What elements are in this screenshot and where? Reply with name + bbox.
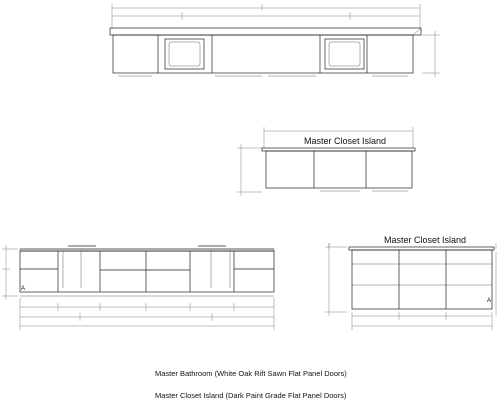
vanity-depth-dimension: [422, 31, 440, 77]
left-sink: [165, 39, 204, 69]
closet-island-drawer-body: [352, 250, 492, 309]
right-sink: [325, 39, 364, 69]
note-master-bathroom: Master Bathroom (White Oak Rift Sawn Flat Panel Doors): [155, 369, 347, 378]
closet-island-elevation-title: Master Closet Island: [304, 136, 387, 146]
closet-island-height-dimension: [237, 144, 262, 196]
closet-island-drawer-width-dimensions: [352, 312, 492, 330]
vanity-front-elevation: [2, 245, 274, 330]
closet-island-top: [262, 148, 415, 151]
closet-island-front-elevation: [237, 127, 415, 196]
closet-island-drawer-title: Master Closet Island: [384, 235, 467, 245]
vanity-overall-dimension: [112, 4, 420, 28]
section-mark-right: A: [487, 298, 492, 304]
note-master-closet-island: Master Closet Island (Dark Paint Grade Flat Panel Doors): [155, 391, 347, 400]
section-mark-left: A: [21, 286, 26, 292]
closet-island-drawer-top: [349, 247, 494, 250]
closet-island-drawer-height-dimension: [325, 243, 496, 316]
vanity-elevation-width-dimensions: [20, 298, 274, 330]
vanity-plan-view: [110, 4, 440, 77]
closet-island-drawer-elevation: [325, 235, 496, 330]
closet-island-cabinet: [266, 151, 412, 188]
vanity-countertop: [110, 28, 421, 35]
vanity-elevation-height-dimension: [2, 245, 18, 300]
